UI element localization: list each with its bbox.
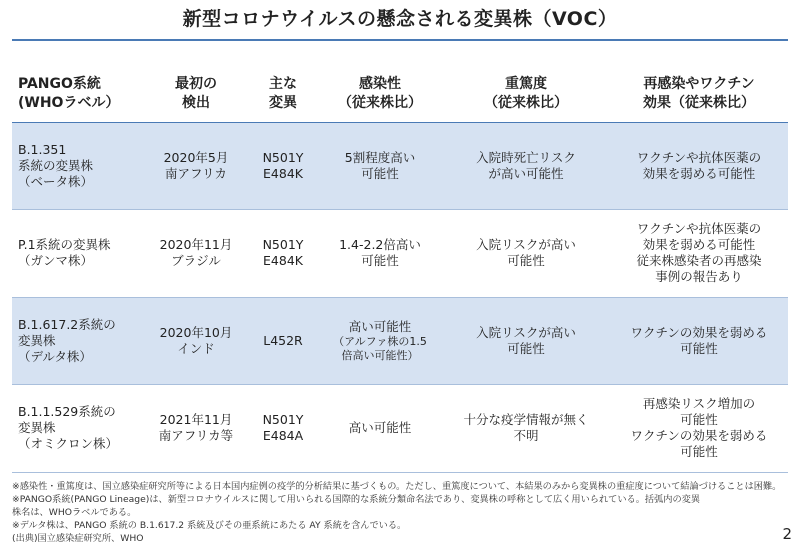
cell-mutations: N501Y E484K [262,237,304,268]
table-row-gamma [12,209,788,297]
page-number: 2 [782,525,792,543]
footnote: ※感染性・重篤度は、国立感染症研究所等による日本国内症例の疫学的分析結果に基づくもの。ただし、重篤度について、本結果のみから変異株の重症度について結論づけることは困難。 [12,481,782,492]
footnote: ※デルタ株は、PANGO 系統の B.1.617.2 系統及びその亜系統にあたる AY 系統を含んでいる。 [12,520,407,531]
cell-infectivity: 高い可能性 [348,420,412,435]
cell-infectivity: 5割程度高い 可能性 [318,122,442,209]
cell-first-detection: 2020年11月 ブラジル [159,237,233,268]
cell-first-detection: 2021年11月 南アフリカ等 [158,412,234,443]
cell-mutations: N501Y E484A [262,412,304,443]
cell-vaccine-effect: ワクチンや抗体医薬の 効果を弱める可能性 従来株感染者の再感染 事例の報告あり [636,221,762,284]
header-first-detection: 最初の 検出 [175,75,217,111]
footnote: 株名は、WHOラベルである。 [12,507,137,518]
header-lineage: PANGO系統 (WHOラベル） [18,75,120,111]
cell-infectivity: 高い可能性 （アルファ株の1.5 倍高い可能性） [318,297,442,384]
cell-lineage: P.1系統の変異株 （ガンマ株） [18,237,111,268]
cell-lineage: B.1.617.2系統の 変異株 （デルタ株） [12,297,144,384]
table-row-omicron [12,384,788,472]
header-mutations: 主な 変異 [269,75,297,111]
page-title: 新型コロナウイルスの懸念される変異株（VOC） [182,8,618,30]
voc-table [12,66,788,473]
footnotes [12,480,782,545]
cell-lineage: B.1.1.529系統の 変異株 （オミクロン株） [18,404,119,451]
footnote: ※PANGO系統(PANGO Lineage)は、新型コロナウイルスに関して用いられる国際的な系統分類命名法であり、変異株の呼称として広く用いられている。括弧内の変異 [12,494,701,505]
cell-first-detection: 2020年10月 インド [144,297,248,384]
cell-mutations: L452R [248,297,318,384]
cell-vaccine-effect: ワクチンや抗体医薬の 効果を弱める可能性 [610,122,788,209]
cell-vaccine-effect: 再感染リスク増加の 可能性 ワクチンの効果を弱める 可能性 [630,396,768,459]
cell-severity: 十分な疫学情報が無く 不明 [463,412,589,443]
title-area [0,0,800,40]
table-row-beta [12,122,788,209]
cell-vaccine-effect: ワクチンの効果を弱める 可能性 [610,297,788,384]
header-severity: 重篤度 （従来株比） [484,75,568,111]
cell-infectivity: 1.4-2.2倍高い 可能性 [339,237,421,268]
cell-severity: 入院リスクが高い 可能性 [442,297,610,384]
header-vaccine-effect: 再感染やワクチン 効果（従来株比） [643,75,755,111]
table-header-row [12,66,788,122]
cell-mutations: N501Y E484K [248,122,318,209]
source-note: (出典)国立感染症研究所、WHO [12,533,144,544]
header-infectivity: 感染性 （従来株比） [338,75,422,111]
table-row-delta [12,297,788,384]
cell-lineage: B.1.351 系統の変異株 （ベータ株） [12,122,144,209]
cell-first-detection: 2020年5月 南アフリカ [144,122,248,209]
cell-severity: 入院時死亡リスク が高い可能性 [442,122,610,209]
cell-severity: 入院リスクが高い 可能性 [476,237,576,268]
title-divider [12,39,788,41]
